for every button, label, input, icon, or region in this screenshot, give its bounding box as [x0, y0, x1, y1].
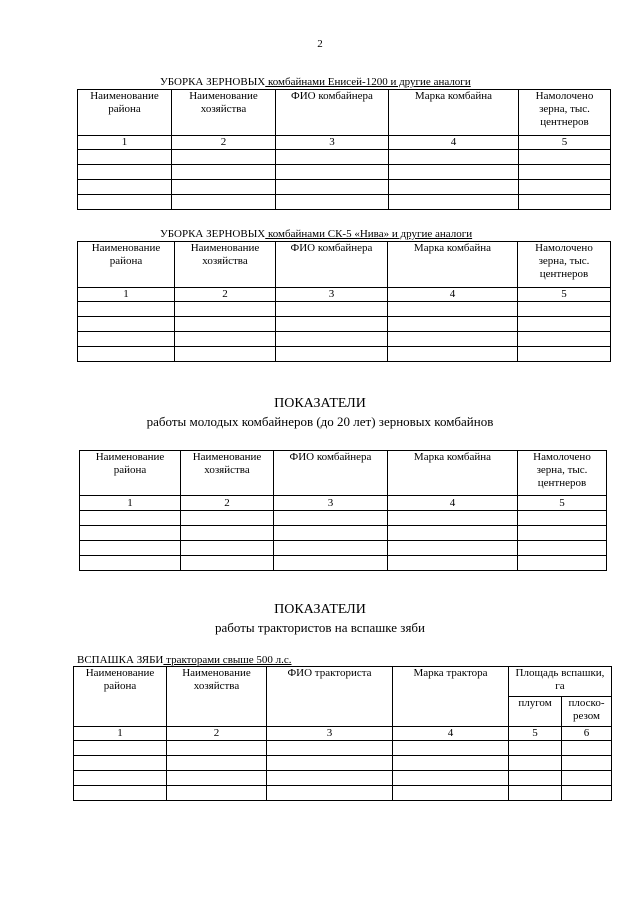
- table-cell: [175, 317, 276, 332]
- table-header-row: [80, 451, 607, 496]
- table-cell: [172, 150, 276, 165]
- table-cell: [562, 786, 612, 801]
- table-cell: [172, 180, 276, 195]
- table-cell: [393, 741, 509, 756]
- table-cell: [78, 347, 175, 362]
- header-cell: Наименование района: [78, 242, 175, 288]
- table-young-harvesters: [79, 450, 607, 571]
- table-plowing: [73, 666, 612, 801]
- column-number: 1: [80, 496, 181, 511]
- column-number-row: [80, 496, 607, 511]
- table-row: [78, 195, 611, 210]
- header-cell: Наименование хозяйства: [167, 667, 267, 727]
- header-cell: Наименование хозяйства: [175, 242, 276, 288]
- table-row: [80, 556, 607, 571]
- table-cell: [388, 302, 518, 317]
- table-cell: [78, 150, 172, 165]
- table-row: [78, 347, 611, 362]
- table-cell: [167, 771, 267, 786]
- table-cell: [519, 195, 611, 210]
- table-cell: [393, 771, 509, 786]
- section-subtitle-tractor-drivers: работы трактористов на вспашке зяби: [214, 620, 425, 635]
- column-number: 5: [509, 727, 562, 741]
- table-header-row: [78, 242, 611, 288]
- table-cell: [509, 771, 562, 786]
- table-enisei-harvest: [77, 89, 611, 210]
- table-cell: [276, 302, 388, 317]
- table-header-row: [74, 667, 612, 697]
- table-cell: [388, 526, 518, 541]
- column-number: 1: [74, 727, 167, 741]
- column-number: 5: [519, 136, 611, 150]
- table-row: [74, 771, 612, 786]
- column-number: 2: [175, 288, 276, 302]
- table-cell: [388, 511, 518, 526]
- column-number: 3: [276, 288, 388, 302]
- table-cell: [267, 786, 393, 801]
- table-cell: [276, 165, 389, 180]
- section-title-tractor-drivers: ПОКАЗАТЕЛИ: [274, 602, 366, 617]
- column-number-row: [78, 136, 611, 150]
- table-cell: [267, 741, 393, 756]
- column-number: 1: [78, 288, 175, 302]
- table-cell: [388, 556, 518, 571]
- table-cell: [181, 541, 274, 556]
- column-number: 5: [518, 496, 607, 511]
- table-cell: [388, 332, 518, 347]
- table-cell: [172, 165, 276, 180]
- header-cell: Марка комбайна: [388, 451, 518, 496]
- table-cell: [518, 347, 611, 362]
- table-cell: [518, 332, 611, 347]
- header-cell: Намолочено зерна, тыс. центнеров: [518, 451, 607, 496]
- table-row: [78, 150, 611, 165]
- header-cell: Намолочено зерна, тыс. центнеров: [519, 90, 611, 136]
- table-cell: [78, 180, 172, 195]
- table-row: [78, 332, 611, 347]
- header-cell-area: Площадь вспашки, га: [509, 667, 612, 697]
- page-number: 2: [317, 38, 323, 50]
- table-cell: [80, 511, 181, 526]
- header-cell: Наименование хозяйства: [172, 90, 276, 136]
- header-cell: Наименование района: [74, 667, 167, 727]
- table-cell: [78, 317, 175, 332]
- table-cell: [276, 150, 389, 165]
- table-cell: [167, 786, 267, 801]
- table-cell: [389, 195, 519, 210]
- table-header-row: [78, 90, 611, 136]
- table-cell: [388, 347, 518, 362]
- table-cell: [393, 756, 509, 771]
- column-number: 4: [388, 496, 518, 511]
- column-number-row: [74, 727, 612, 741]
- section-title-young-harvesters: ПОКАЗАТЕЛИ: [274, 396, 366, 411]
- table-row: [78, 302, 611, 317]
- caption-main: ВСПАШКА ЗЯБИ: [77, 654, 164, 666]
- table-cell: [562, 741, 612, 756]
- table-cell: [172, 195, 276, 210]
- table-cell: [518, 541, 607, 556]
- table-cell: [80, 526, 181, 541]
- table-cell: [181, 556, 274, 571]
- table-cell: [167, 741, 267, 756]
- column-number: 3: [276, 136, 389, 150]
- table-cell: [175, 332, 276, 347]
- table-cell: [276, 195, 389, 210]
- table-cell: [78, 165, 172, 180]
- column-number: 2: [167, 727, 267, 741]
- table-cell: [276, 332, 388, 347]
- table-cell: [519, 150, 611, 165]
- table-row: [78, 165, 611, 180]
- column-number: 4: [389, 136, 519, 150]
- table-cell: [509, 786, 562, 801]
- table-cell: [267, 771, 393, 786]
- table-cell: [181, 511, 274, 526]
- header-cell: Наименование хозяйства: [181, 451, 274, 496]
- column-number: 2: [181, 496, 274, 511]
- table-row: [74, 741, 612, 756]
- table-cell: [274, 526, 388, 541]
- table-cell: [518, 511, 607, 526]
- table-cell: [389, 165, 519, 180]
- table-cell: [175, 347, 276, 362]
- table-cell: [78, 302, 175, 317]
- table-cell: [393, 786, 509, 801]
- table-caption-plowing: [77, 654, 292, 666]
- table-cell: [167, 756, 267, 771]
- column-number: 3: [274, 496, 388, 511]
- table-cell: [267, 756, 393, 771]
- header-cell: ФИО тракториста: [267, 667, 393, 727]
- table-cell: [389, 180, 519, 195]
- table-cell: [388, 541, 518, 556]
- table-cell: [509, 741, 562, 756]
- caption-rest: тракторами свыше 500 л.с.: [163, 654, 292, 666]
- table-row: [80, 541, 607, 556]
- table-cell: [274, 541, 388, 556]
- table-cell: [518, 317, 611, 332]
- table-cell: [74, 741, 167, 756]
- table-cell: [80, 556, 181, 571]
- table-cell: [74, 756, 167, 771]
- header-cell: Марка трактора: [393, 667, 509, 727]
- column-number: 2: [172, 136, 276, 150]
- table-cell: [276, 347, 388, 362]
- table-cell: [562, 756, 612, 771]
- caption-rest: комбайнами СК-5 «Нива» и другие аналоги: [265, 228, 473, 240]
- table-cell: [276, 180, 389, 195]
- table-cell: [518, 556, 607, 571]
- table-cell: [274, 556, 388, 571]
- table-cell: [74, 771, 167, 786]
- table-cell: [519, 180, 611, 195]
- column-number: 4: [388, 288, 518, 302]
- table-niva-harvest: [77, 241, 611, 362]
- table-cell: [518, 302, 611, 317]
- header-cell: ФИО комбайнера: [276, 242, 388, 288]
- table-row: [78, 317, 611, 332]
- table-cell: [181, 526, 274, 541]
- column-number: 6: [562, 727, 612, 741]
- header-cell: Наименование района: [78, 90, 172, 136]
- subheader-cell-plow: плугом: [509, 697, 562, 727]
- table-cell: [80, 541, 181, 556]
- table-row: [74, 756, 612, 771]
- table-cell: [518, 526, 607, 541]
- table-cell: [519, 165, 611, 180]
- header-cell: ФИО комбайнера: [276, 90, 389, 136]
- caption-main: УБОРКА ЗЕРНОВЫХ: [160, 76, 266, 88]
- header-cell: ФИО комбайнера: [274, 451, 388, 496]
- column-number: 1: [78, 136, 172, 150]
- table-cell: [276, 317, 388, 332]
- table-row: [74, 786, 612, 801]
- table-row: [78, 180, 611, 195]
- caption-main: УБОРКА ЗЕРНОВЫХ: [160, 228, 266, 240]
- table-row: [80, 526, 607, 541]
- table-cell: [175, 302, 276, 317]
- table-cell: [274, 511, 388, 526]
- caption-rest: комбайнами Енисей-1200 и другие аналоги: [265, 76, 471, 88]
- column-number: 4: [393, 727, 509, 741]
- table-row: [80, 511, 607, 526]
- table-cell: [509, 756, 562, 771]
- section-subtitle-young-harvesters: работы молодых комбайнеров (до 20 лет) зерновых комбайнов: [146, 414, 494, 429]
- header-cell: Наименование района: [80, 451, 181, 496]
- table-cell: [388, 317, 518, 332]
- table-caption-enisei: [160, 76, 471, 88]
- header-cell: Марка комбайна: [389, 90, 519, 136]
- table-cell: [389, 150, 519, 165]
- column-number-row: [78, 288, 611, 302]
- table-caption-niva: [160, 228, 472, 240]
- subheader-cell-flat-cutter: плоско-резом: [562, 697, 612, 727]
- header-cell: Марка комбайна: [388, 242, 518, 288]
- column-number: 3: [267, 727, 393, 741]
- table-cell: [74, 786, 167, 801]
- table-cell: [78, 332, 175, 347]
- column-number: 5: [518, 288, 611, 302]
- table-cell: [562, 771, 612, 786]
- table-cell: [78, 195, 172, 210]
- header-cell: Намолочено зерна, тыс. центнеров: [518, 242, 611, 288]
